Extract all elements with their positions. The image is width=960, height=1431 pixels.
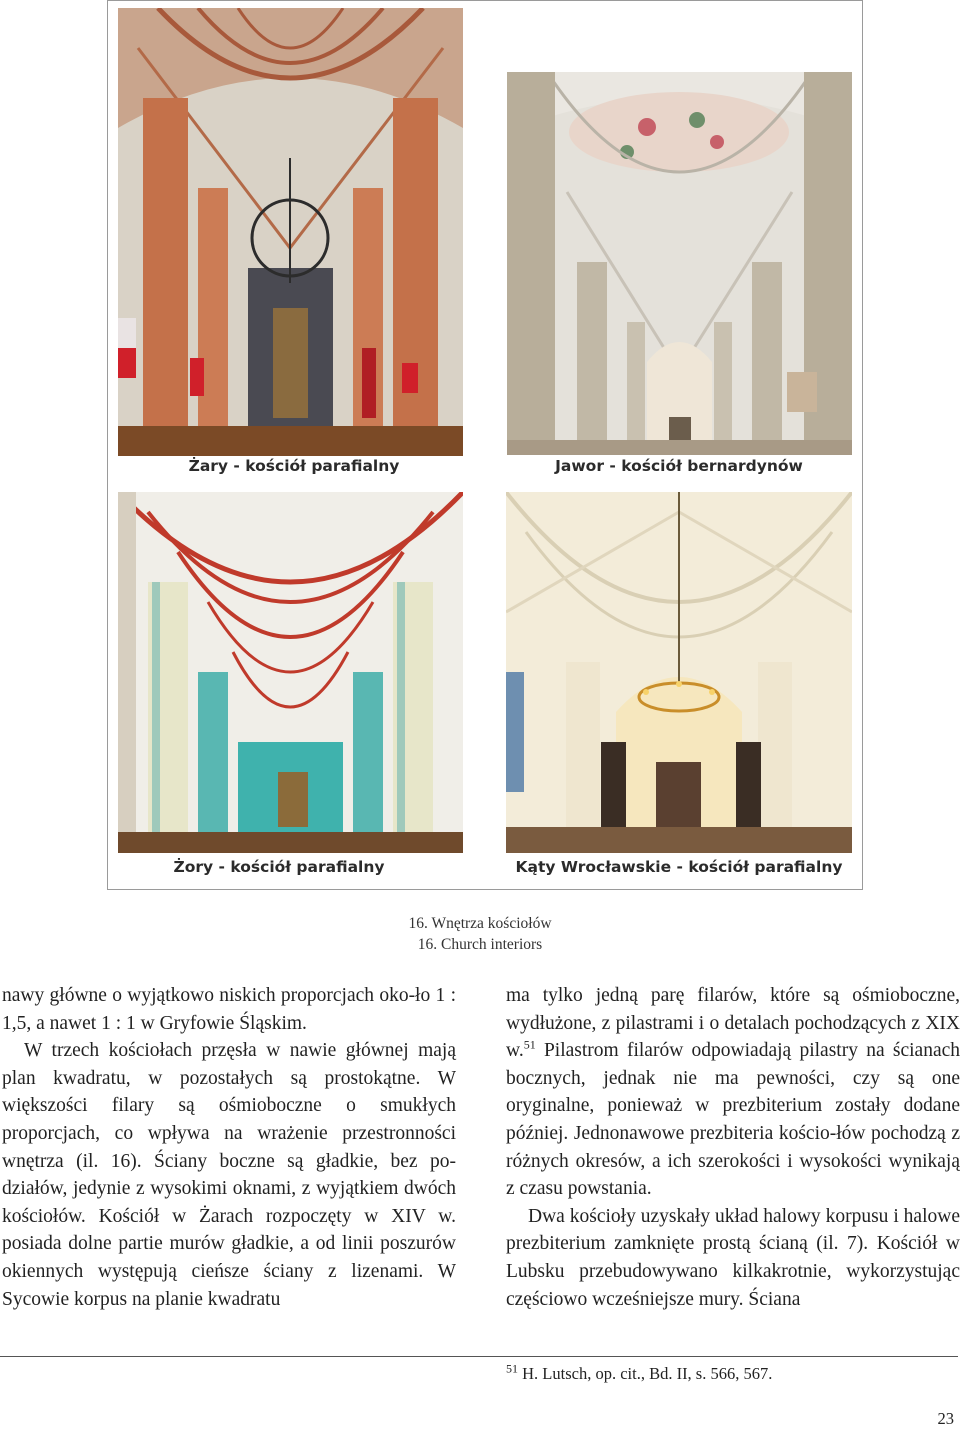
photo-katy	[506, 492, 852, 853]
body-text-right: ma tylko jedną parę filarów, które są ośmioboczne, wydłużone, z pilastrami i o detalach pochodzących z XIX w.$^{51}$ Pilastrom filarów odpowiadają pilastry na ścianach bocznych, jednak nie ma pewności, czy są one oryginalne, ponieważ w prezbiterium zostały dodane później. Jednonawowe prezbiteria kościo-łów pochodzą z różnych okresów, a ich szerokości i wysokości wynikają z czasu powstania. Dwa kościoły uzyskały układ halowy korpusu i halowe prezbiterium zamknięte prostą ścianą (il. 7). Kościół w Lubsku przebudowywano kilkakrotnie, wykorzystując częściowo wcześniejsze mury. Ściana	[506, 985, 960, 1310]
footnote-text: H. Lutsch, op. cit., Bd. II, s. 566, 567.	[522, 1364, 773, 1383]
photo-caption-zory: Żory - kościół parafialny	[173, 858, 385, 876]
footnote-number: 51	[506, 1361, 518, 1376]
church-interior-image	[506, 492, 852, 853]
photo-caption-katy: Kąty Wrocławskie - kościół parafialny	[515, 858, 843, 876]
church-interior-image	[118, 492, 463, 853]
photo-zary	[118, 8, 463, 456]
church-interior-image	[118, 8, 463, 456]
figure-caption-en: 16. Church interiors	[417, 936, 543, 953]
footnote	[506, 1361, 773, 1384]
photo-jawor	[507, 72, 852, 455]
photo-caption-jawor: Jawor - kościół bernardynów	[555, 457, 803, 475]
body-text-left: nawy główne o wyjątkowo niskich proporcjach oko-ło 1 : 1,5, a nawet 1 : 1 w Gryfowie Śląskim. W trzech kościołach przęsła w nawie głównej mają plan kwadratu, w pozostałych są prostokątne. W większości filary są ośmioboczne o smukłych proporcjach, co wpływa na wrażenie przestronności wnętrza (il. 16). Ściany boczne są gładkie, bez po-działów, jedynie z wysokimi oknami, z wyjątkiem dwóch kościołów. Kościół w Żarach rozpoczęty w XIV w. posiada dolne partie murów gładkie, a od linii poszurów okiennych występują cieńsze ściany z lizenami. W Sycowie korpus na planie kwadratu	[2, 985, 456, 1310]
photo-caption-zary: Żary - kościół parafialny	[188, 457, 400, 475]
photo-zory	[118, 492, 463, 853]
page-number: 23	[937, 1409, 954, 1428]
figure-caption-pl: 16. Wnętrza kościołów	[408, 915, 552, 932]
church-interior-image	[507, 72, 852, 455]
footnote-divider	[0, 1356, 958, 1357]
